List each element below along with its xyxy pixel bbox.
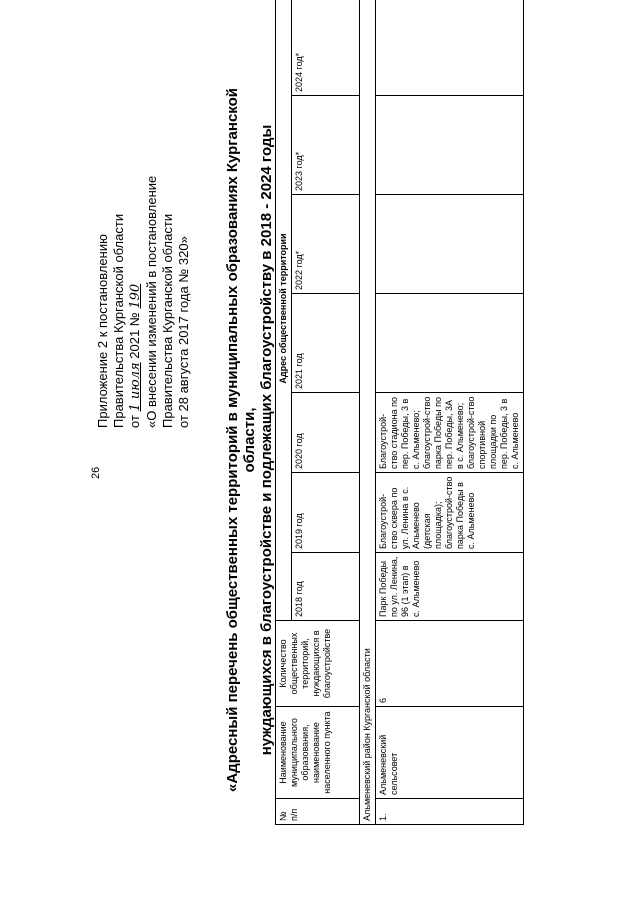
appendix-block [95, 176, 192, 428]
year-2024: 2024 год* [292, 0, 360, 96]
row-2019: Благоустрой-ство сквера по ул. Ленина в с. Альменево (детская площадка); благоустрой-ство парка Победы в с. Альменево [376, 473, 524, 553]
year-2020: 2020 год [292, 393, 360, 473]
section-title: Альменевский район Курганской области [360, 0, 376, 825]
header-address: Адрес общественной территории [276, 0, 292, 621]
appendix-line-2: Правительства Курганской области [111, 213, 126, 428]
title-line-2: нуждающихся в благоустройстве и подлежащих благоустройству в 2018 - 2024 годы [258, 124, 275, 756]
year-2023: 2023 год* [292, 96, 360, 195]
appendix-handwritten-date: 1 июля [128, 362, 143, 412]
appendix-handwritten-number: 190 [128, 283, 143, 309]
row-2024 [376, 0, 524, 96]
header-num: № п/п [276, 799, 360, 825]
year-2018: 2018 год [292, 553, 360, 621]
territories-table [275, 0, 524, 825]
row-count: 6 [376, 621, 524, 707]
row-2022 [376, 195, 524, 294]
row-2020: Благоустрой-ство стадиона по пер. Победы, 3 в с. Альменево; благоустрой-ство парка Победы по пер. Победы, 3А в с. Альменево; благоустрой-ство спортивной площадки по пер. Победы, 3 в с. Альменево [376, 393, 524, 473]
row-2021 [376, 294, 524, 393]
page-number: 26 [90, 466, 102, 479]
year-2021: 2021 год [292, 294, 360, 393]
table-row [376, 0, 524, 825]
appendix-line-6: от 28 августа 2017 года № 320» [176, 236, 191, 428]
section-row [360, 0, 376, 825]
title-line-1: «Адресный перечень общественных территорий в муниципальных образованиях Курганской области, [224, 88, 258, 792]
document-title [224, 75, 275, 805]
header-row [276, 0, 292, 825]
appendix-line-3 [127, 176, 144, 428]
appendix-date-prefix: от [127, 415, 142, 428]
header-name: Наименование муниципального образования, наименование населенного пункта [276, 707, 360, 799]
year-2022: 2022 год* [292, 195, 360, 294]
appendix-line-5: Правительства Курганской области [160, 213, 175, 428]
appendix-line-1: Приложение 2 к постановлению [95, 234, 110, 428]
header-count: Количество общественных территорий, нуждающихся в благоустройстве [276, 621, 360, 707]
appendix-line-4: «О внесении изменений в постановление [144, 175, 159, 428]
row-2018: Парк Победы по ул. Ленина, 96 (1 этап) в с. Альменево [376, 553, 524, 621]
row-name: Альменевский сельсовет [376, 707, 524, 799]
row-num: 1. [376, 799, 524, 825]
appendix-year-no: 2021 № [127, 312, 142, 359]
row-2023 [376, 96, 524, 195]
year-2019: 2019 год [292, 473, 360, 553]
